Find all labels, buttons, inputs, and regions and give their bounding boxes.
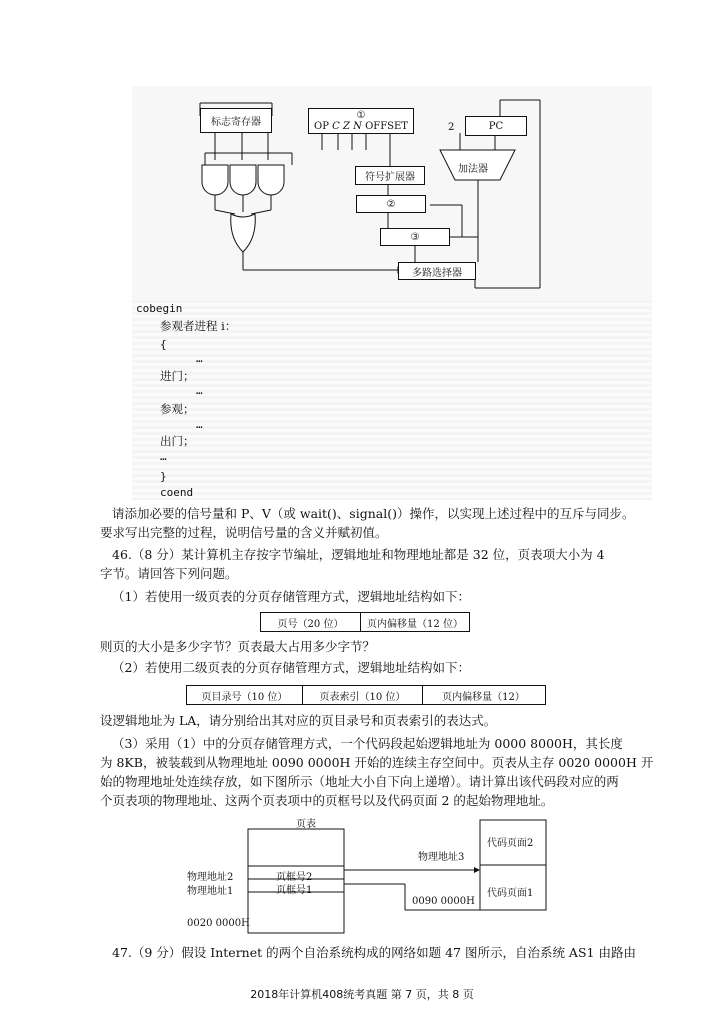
z-flag: Z: [342, 121, 350, 132]
page-table-index-field: 页表索引（10 位）: [303, 686, 423, 704]
physical-address-1: 物理地址1: [187, 886, 234, 897]
sign-extender-label: 符号扩展器: [365, 172, 415, 183]
code-page-2: 代码页面2: [487, 838, 534, 849]
subquestion-2: （2）若使用二级页表的分页存储管理方式，逻辑地址结构如下：: [112, 660, 470, 675]
page-table-title: 页表: [296, 819, 316, 830]
code-line: 进门；: [160, 369, 195, 383]
page-offset-field: 页内偏移量（12 位）: [367, 618, 463, 630]
load-address: 0090 0000H: [412, 896, 475, 907]
subquestion-3: （3）采用（1）中的分页存储管理方式，一个代码段起始逻辑地址为 0000 8000H，其长度: [112, 736, 623, 751]
paragraph: 字节。请回答下列问题。: [100, 566, 238, 581]
code-line: {: [160, 338, 167, 351]
flag-register-label: 标志寄存器: [211, 117, 261, 128]
page-footer: 2018年计算机408统考真题 第 7 页，共 8 页: [250, 988, 474, 1001]
physical-address-2: 物理地址2: [187, 872, 234, 883]
code-line: coend: [160, 486, 194, 499]
mux-label: 多路选择器: [412, 267, 462, 279]
n-flag: N: [353, 121, 362, 132]
question-46: 46.（8 分）某计算机主存按字节编址，逻辑地址和物理地址都是 32 位，页表项大小为 4: [112, 547, 605, 562]
code-line: …: [196, 384, 203, 397]
paragraph: 请添加必要的信号量和 P、V（或 wait()、signal()）操作，以实现上述过程中的互斥与同步。: [112, 506, 635, 521]
c-flag: C: [332, 121, 340, 132]
code-line: 参观者进程 i：: [160, 319, 237, 333]
code-line: …: [196, 418, 203, 431]
code-line: 出门；: [160, 434, 195, 448]
frame-number-2: 页框号2: [276, 872, 313, 883]
code-line: cobegin: [136, 302, 183, 315]
subquestion-1: （1）若使用一级页表的分页存储管理方式，逻辑地址结构如下：: [112, 589, 470, 604]
circle-3-label: ③: [410, 231, 420, 243]
constant-two: 2: [448, 122, 455, 133]
paragraph: 则页的大小是多少字节？页表最大占用多少字节？: [100, 639, 376, 654]
paragraph: 要求写出完整的过程，说明信号量的含义并赋初值。: [100, 525, 388, 540]
physical-address-3: 物理地址3: [418, 852, 465, 863]
offset-field: OFFSET: [365, 121, 408, 132]
paragraph: 设逻辑地址为 LA，请分别给出其对应的页目录号和页表索引的表达式。: [100, 713, 497, 728]
paragraph: 始的物理地址处连续存放，如下图所示（地址大小自下向上递增）。请计算出该代码段对应的两: [100, 774, 619, 789]
frame-number-1: 页框号1: [276, 885, 313, 896]
code-line: …: [160, 450, 167, 463]
page-directory-field: 页目录号（10 位）: [187, 686, 303, 704]
page-number-field: 页号（20 位）: [261, 613, 361, 631]
code-line: …: [196, 352, 203, 365]
op-field: OP: [314, 121, 329, 132]
page-table-base-address: 0020 0000H: [187, 918, 250, 929]
pc-label: PC: [488, 120, 504, 132]
page-offset-field: 页内偏移量（12）: [442, 691, 525, 703]
adder-label: 加法器: [458, 164, 488, 175]
paragraph: 个页表项的物理地址、这两个页表项中的页框号以及代码页面 2 的起始物理地址。: [100, 793, 554, 808]
code-line: }: [160, 470, 167, 483]
code-line: 参观；: [160, 402, 195, 416]
circle-1-label: ①: [356, 110, 366, 121]
question-47: 47.（9 分）假设 Internet 的两个自治系统构成的网络如题 47 图所示，自治系统 AS1 由路由: [112, 945, 636, 960]
circle-2-label: ②: [386, 198, 396, 210]
code-page-1: 代码页面1: [487, 888, 534, 899]
paragraph: 为 8KB，被装载到从物理地址 0090 0000H 开始的连续主存空间中。页表从主存 0020 0000H 开: [100, 755, 654, 770]
